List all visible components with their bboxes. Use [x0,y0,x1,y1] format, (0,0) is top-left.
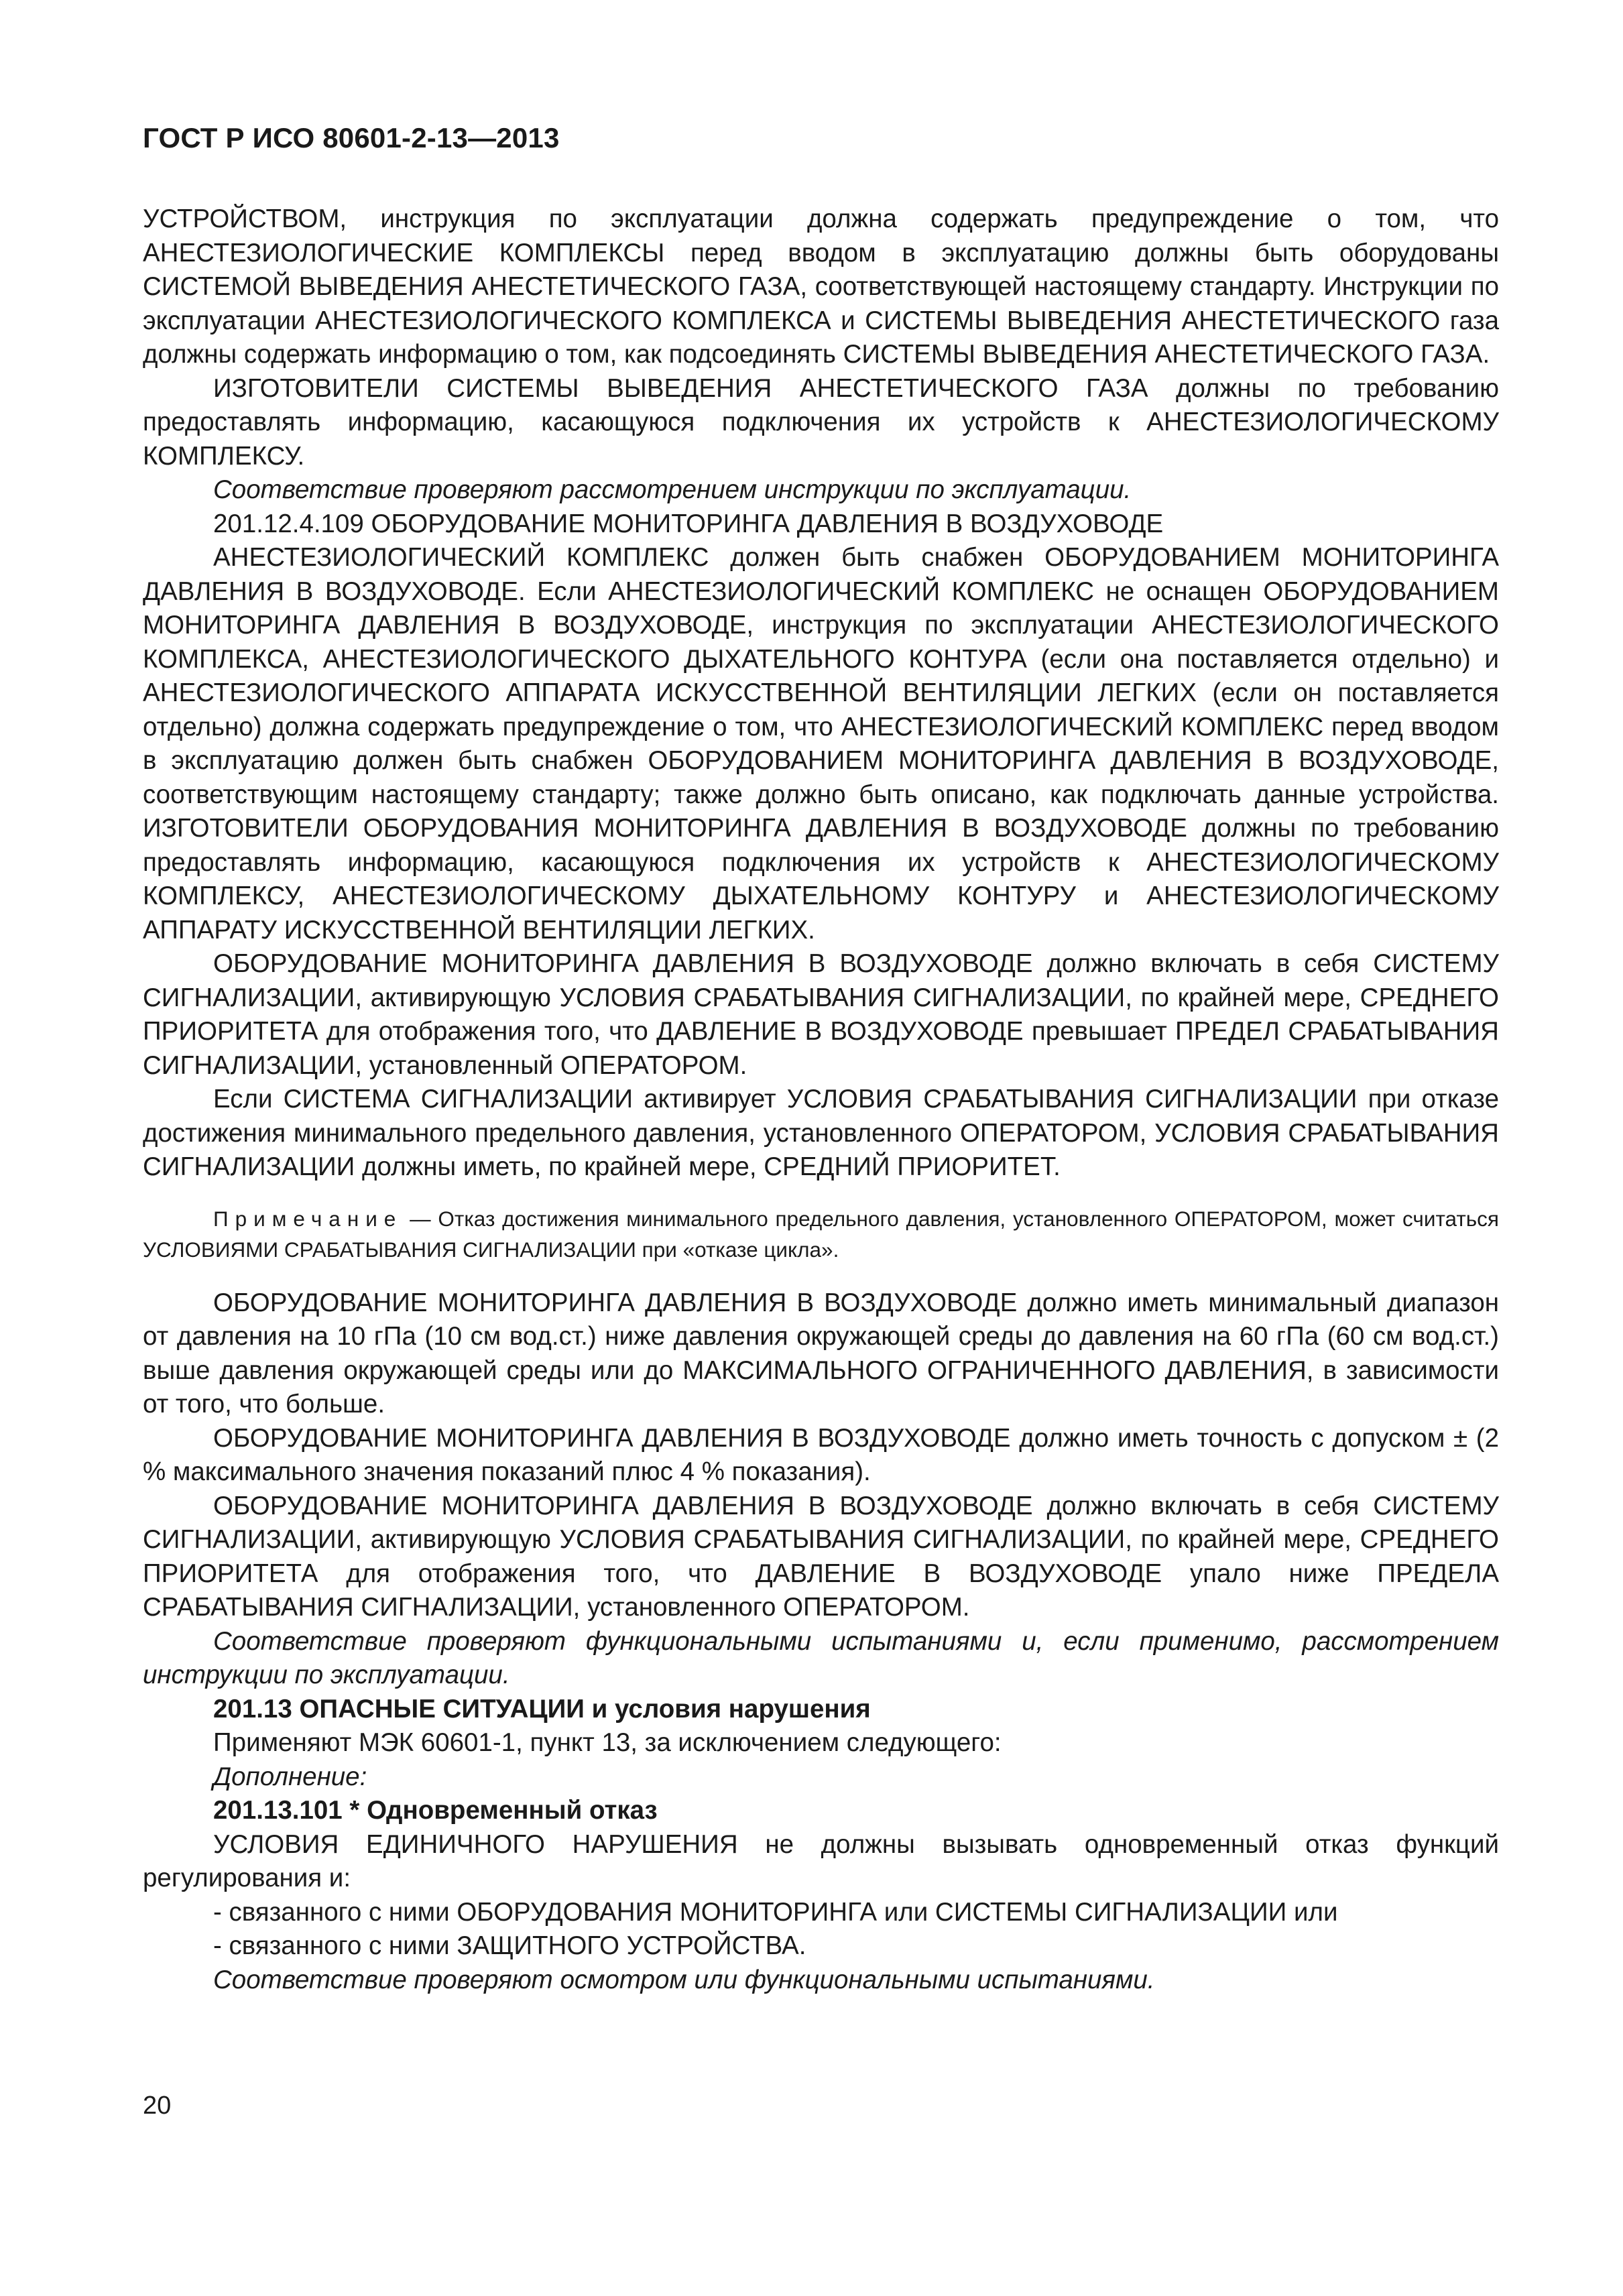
note-label: Примечание [213,1206,403,1231]
paragraph-alarm-min-pressure: Если СИСТЕМА СИГНАЛИЗАЦИИ активирует УСЛОВИЯ СРАБАТЫВАНИЯ СИГНАЛИЗАЦИИ при отказе достижения минимального предельного давления, установленного ОПЕРАТОРОМ, УСЛОВИЯ СРАБАТЫВАНИЯ СИГНАЛИЗАЦИИ должны иметь, по крайней мере, СРЕДНИЙ ПРИОРИТЕТ. [143,1085,1499,1181]
paragraph-range: ОБОРУДОВАНИЕ МОНИТОРИНГА ДАВЛЕНИЯ В ВОЗДУХОВОДЕ должно иметь минимальный диапазон от давления на 10 гПа (10 см вод.ст.) ниже давления окружающей среды до давления на 60 гПа (60 см вод.ст.) выше давления окружающей среды или до МАКСИМАЛЬНОГО ОГРАНИЧЕННОГО ДАВЛЕНИЯ, в зависимости от того, что больше. [143,1288,1499,1418]
section-heading-201-13-101: 201.13.101 * Одновременный отказ [213,1796,658,1825]
compliance-check-functional: Соответствие проверяют функциональными испытаниями и, если применимо, рассмотрением инструкции по эксплуатации. [143,1626,1499,1689]
paragraph-manufacturers-scavenging: ИЗГОТОВИТЕЛИ СИСТЕМЫ ВЫВЕДЕНИЯ АНЕСТЕТИЧЕСКОГО ГАЗА должны по требованию предоставлять информацию, касающуюся подключения их устройств к АНЕСТЕЗИОЛОГИЧЕСКОМУ КОМПЛЕКСУ. [143,373,1499,471]
paragraph-apply-iec: Применяют МЭК 60601-1, пункт 13, за исключением следующего: [213,1728,1002,1757]
list-item-protective: - связанного с ними ЗАЩИТНОГО УСТРОЙСТВА. [213,1931,806,1960]
addition-label: Дополнение: [213,1762,367,1791]
paragraph-alarm-high-pressure: ОБОРУДОВАНИЕ МОНИТОРИНГА ДАВЛЕНИЯ В ВОЗДУХОВОДЕ должно включать в себя СИСТЕМУ СИГНАЛИЗАЦИИ, активирующую УСЛОВИЯ СРАБАТЫВАНИЯ СИГНАЛИЗАЦИИ, по крайней мере, СРЕДНЕГО ПРИОРИТЕТА для отображения того, что ДАВЛЕНИЕ В ВОЗДУХОВОДЕ превышает ПРЕДЕЛ СРАБАТЫВАНИЯ СИГНАЛИЗАЦИИ, установленный ОПЕРАТОРОМ. [143,949,1499,1080]
paragraph-single-fault: УСЛОВИЯ ЕДИНИЧНОГО НАРУШЕНИЯ не должны вызывать одновременный отказ функций регулирования и: [143,1829,1499,1892]
section-heading-201-12-4-109: 201.12.4.109 ОБОРУДОВАНИЕ МОНИТОРИНГА ДАВЛЕНИЯ В ВОЗДУХОВОДЕ [213,509,1164,538]
list-item-monitoring: - связанного с ними ОБОРУДОВАНИЯ МОНИТОРИНГА или СИСТЕМЫ СИГНАЛИЗАЦИИ или [213,1897,1338,1927]
paragraph-accuracy: ОБОРУДОВАНИЕ МОНИТОРИНГА ДАВЛЕНИЯ В ВОЗДУХОВОДЕ должно иметь точность с допуском ± (2 % максимального значения показаний плюс 4 % показания). [143,1423,1499,1486]
compliance-check: Соответствие проверяют рассмотрением инструкции по эксплуатации. [213,475,1132,504]
compliance-check-inspection: Соответствие проверяют осмотром или функциональными испытаниями. [213,1965,1155,1994]
document-header: ГОСТ Р ИСО 80601-2-13—2013 [143,122,560,154]
paragraph-alarm-low-pressure: ОБОРУДОВАНИЕ МОНИТОРИНГА ДАВЛЕНИЯ В ВОЗДУХОВОДЕ должно включать в себя СИСТЕМУ СИГНАЛИЗАЦИИ, активирующую УСЛОВИЯ СРАБАТЫВАНИЯ СИГНАЛИЗАЦИИ, по крайней мере, СРЕДНЕГО ПРИОРИТЕТА для отображения того, что ДАВЛЕНИЕ В ВОЗДУХОВОДЕ упало ниже ПРЕДЕЛА СРАБАТЫВАНИЯ СИГНАЛИЗАЦИИ, установленного ОПЕРАТОРОМ. [143,1491,1499,1622]
page-number: 20 [143,2092,172,2120]
note [143,1203,1499,1265]
document-page [143,121,1499,1997]
paragraph-continuation: УСТРОЙСТВОМ, инструкция по эксплуатации должна содержать предупреждение о том, что АНЕСТЕЗИОЛОГИЧЕСКИЕ КОМПЛЕКСЫ перед вводом в эксплуатацию должны быть оборудованы СИСТЕМОЙ ВЫВЕДЕНИЯ АНЕСТЕТИЧЕСКОГО ГАЗА, соответствующей настоящему стандарту. Инструкции по эксплуатации АНЕСТЕЗИОЛОГИЧЕСКОГО КОМПЛЕКСА и СИСТЕМЫ ВЫВЕДЕНИЯ АНЕСТЕТИЧЕСКОГО газа должны содержать информацию о том, как подсоединять СИСТЕМЫ ВЫВЕДЕНИЯ АНЕСТЕТИЧЕСКОГО ГАЗА. [143,204,1499,369]
paragraph-pressure-monitoring: АНЕСТЕЗИОЛОГИЧЕСКИЙ КОМПЛЕКС должен быть снабжен ОБОРУДОВАНИЕМ МОНИТОРИНГА ДАВЛЕНИЯ В ВОЗДУХОВОДЕ. Если АНЕСТЕЗИОЛОГИЧЕСКИЙ КОМПЛЕКС не оснащен ОБОРУДОВАНИЕМ МОНИТОРИНГА ДАВЛЕНИЯ В ВОЗДУХОВОДЕ, инструкция по эксплуатации АНЕСТЕЗИОЛОГИЧЕСКОГО КОМПЛЕКСА, АНЕСТЕЗИОЛОГИЧЕСКОГО ДЫХАТЕЛЬНОГО КОНТУРА (если она поставляется отдельно) и АНЕСТЕЗИОЛОГИЧЕСКОГО АППАРАТА ИСКУССТВЕННОЙ ВЕНТИЛЯЦИИ ЛЕГКИХ (если он поставляется отдельно) должна содержать предупреждение о том, что АНЕСТЕЗИОЛОГИЧЕСКИЙ КОМПЛЕКС перед вводом в эксплуатацию должен быть снабжен ОБОРУДОВАНИЕМ МОНИТОРИНГА ДАВЛЕНИЯ В ВОЗДУХОВОДЕ, соответствующим настоящему стандарту; также должно быть описано, как подключать данные устройства. ИЗГОТОВИТЕЛИ ОБОРУДОВАНИЯ МОНИТОРИНГА ДАВЛЕНИЯ В ВОЗДУХОВОДЕ должны по требованию предоставлять информацию, касающуюся подключения их устройств к АНЕСТЕЗИОЛОГИЧЕСКОМУ КОМПЛЕКСУ, АНЕСТЕЗИОЛОГИЧЕСКОМУ ДЫХАТЕЛЬНОМУ КОНТУРУ и АНЕСТЕЗИОЛОГИЧЕСКОМУ АППАРАТУ ИСКУССТВЕННОЙ ВЕНТИЛЯЦИИ ЛЕГКИХ. [143,543,1499,945]
document-body [143,202,1499,1997]
section-heading-201-13: 201.13 ОПАСНЫЕ СИТУАЦИИ и условия нарушения [213,1694,871,1724]
note-text: — Отказ достижения минимального предельного давления, установленного ОПЕРАТОРОМ, может считаться УСЛОВИЯМИ СРАБАТЫВАНИЯ СИГНАЛИЗАЦИИ при «отказе цикла». [143,1206,1499,1262]
